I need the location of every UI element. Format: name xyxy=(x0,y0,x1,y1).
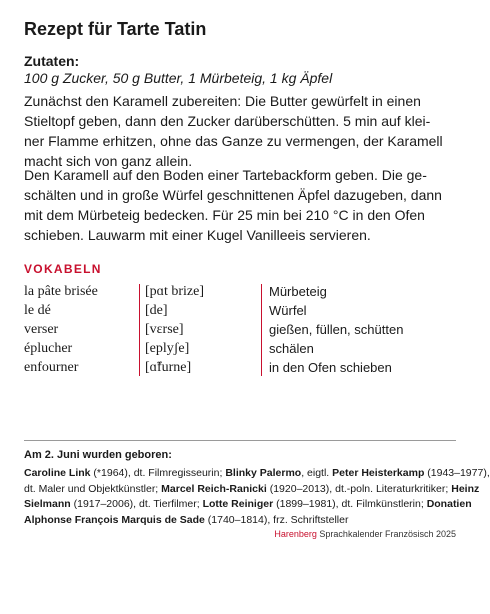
text-line: Den Karamell auf den Boden einer Tartebackform geben. Die ge- xyxy=(24,167,427,183)
person-name: Donatien xyxy=(426,498,472,510)
person-name: Heinz xyxy=(451,482,480,495)
birthdays-text xyxy=(24,466,490,528)
vocab-phonetic: [pɑt brize] xyxy=(145,284,205,299)
person-name: Alphonse François Marquis de Sade xyxy=(24,513,205,526)
person-name: Lotte Reiniger xyxy=(202,498,274,510)
text-line: Zunächst den Karamell zubereiten: Die Butter gewürfelt in einen xyxy=(24,93,421,109)
person-info: (*1964), dt. Filmregisseurin; xyxy=(90,467,226,479)
vocab-german: in den Ofen schieben xyxy=(269,360,392,375)
person-info: (1920–2013), dt.-poln. Literaturkritiker; xyxy=(266,482,452,495)
person-info: (1943–1977), xyxy=(424,467,490,479)
footer-credit xyxy=(274,528,456,540)
vocab-row xyxy=(24,301,456,320)
vocab-french: enfourner xyxy=(24,360,79,375)
ingredients-label: Zutaten: xyxy=(24,53,80,69)
recipe-paragraph-1 xyxy=(24,91,456,171)
section-divider xyxy=(24,440,456,441)
vocab-german: gießen, füllen, schütten xyxy=(269,322,404,337)
vocab-table xyxy=(24,282,456,377)
birthdays-line xyxy=(24,497,472,513)
text-line: macht sich von ganz allein. xyxy=(24,153,193,169)
vocab-german: schälen xyxy=(269,341,314,356)
vocab-phonetic: [ɑ̃furne] xyxy=(145,360,192,375)
vocab-french: le dé xyxy=(24,303,51,318)
person-name: Caroline Link xyxy=(24,467,91,479)
person-name: Blinky Palermo xyxy=(225,467,302,479)
text-line: schieben. Lauwarm mit einer Kugel Vanilleeis servieren. xyxy=(24,227,371,243)
text-line: schälten und in große Würfel geschnittenen Äpfel dazugeben, dann xyxy=(24,187,442,203)
person-name: Sielmann xyxy=(24,498,71,510)
birthdays-line xyxy=(24,466,490,482)
vocab-phonetic: [eplyʃe] xyxy=(145,341,190,356)
vocab-french: la pâte brisée xyxy=(24,284,98,299)
vocab-french: verser xyxy=(24,322,59,337)
ingredients-list: 100 g Zucker, 50 g Butter, 1 Mürbeteig, 1 kg Äpfel xyxy=(24,70,333,86)
person-name: Marcel Reich-Ranicki xyxy=(161,482,267,495)
person-info: (1740–1814), frz. Schriftsteller xyxy=(204,513,349,526)
vocab-row xyxy=(24,339,456,358)
birthdays-line xyxy=(24,482,480,498)
vocab-row xyxy=(24,282,456,301)
vocab-phonetic: [vɛrse] xyxy=(145,322,184,337)
person-info: dt. Maler und Objektkünstler; xyxy=(24,482,162,495)
vocab-heading: VOKABELN xyxy=(24,262,102,276)
text-line: Stieltopf geben, dann den Zucker darüberschütten. 5 min auf klei- xyxy=(24,113,431,129)
vocab-row xyxy=(24,320,456,339)
recipe-paragraph-2 xyxy=(24,165,456,245)
birthdays-line xyxy=(24,513,456,529)
text-line: ner Flamme erhitzen, ohne das Ganze zu vermengen, der Karamell xyxy=(24,133,443,149)
vocab-french: éplucher xyxy=(24,341,73,356)
vocab-row xyxy=(24,358,456,377)
person-info: (1899–1981), dt. Filmkünstlerin; xyxy=(273,498,427,510)
footer-title: Sprachkalender Französisch 2025 xyxy=(316,529,456,539)
birthdays-title: Am 2. Juni wurden geboren: xyxy=(24,449,172,461)
footer-brand: Harenberg xyxy=(274,529,317,539)
vocab-phonetic: [de] xyxy=(145,303,168,318)
recipe-title: Rezept für Tarte Tatin xyxy=(24,19,207,39)
person-name: Peter Heisterkamp xyxy=(332,467,425,479)
vocab-german: Würfel xyxy=(269,303,307,318)
text-line: mit dem Mürbeteig bedecken. Für 25 min bei 210 °C in den Ofen xyxy=(24,207,425,223)
person-info: , eigtl. xyxy=(301,467,333,479)
person-info: (1917–2006), dt. Tierfilmer; xyxy=(70,498,203,510)
vocab-german: Mürbeteig xyxy=(269,284,327,299)
